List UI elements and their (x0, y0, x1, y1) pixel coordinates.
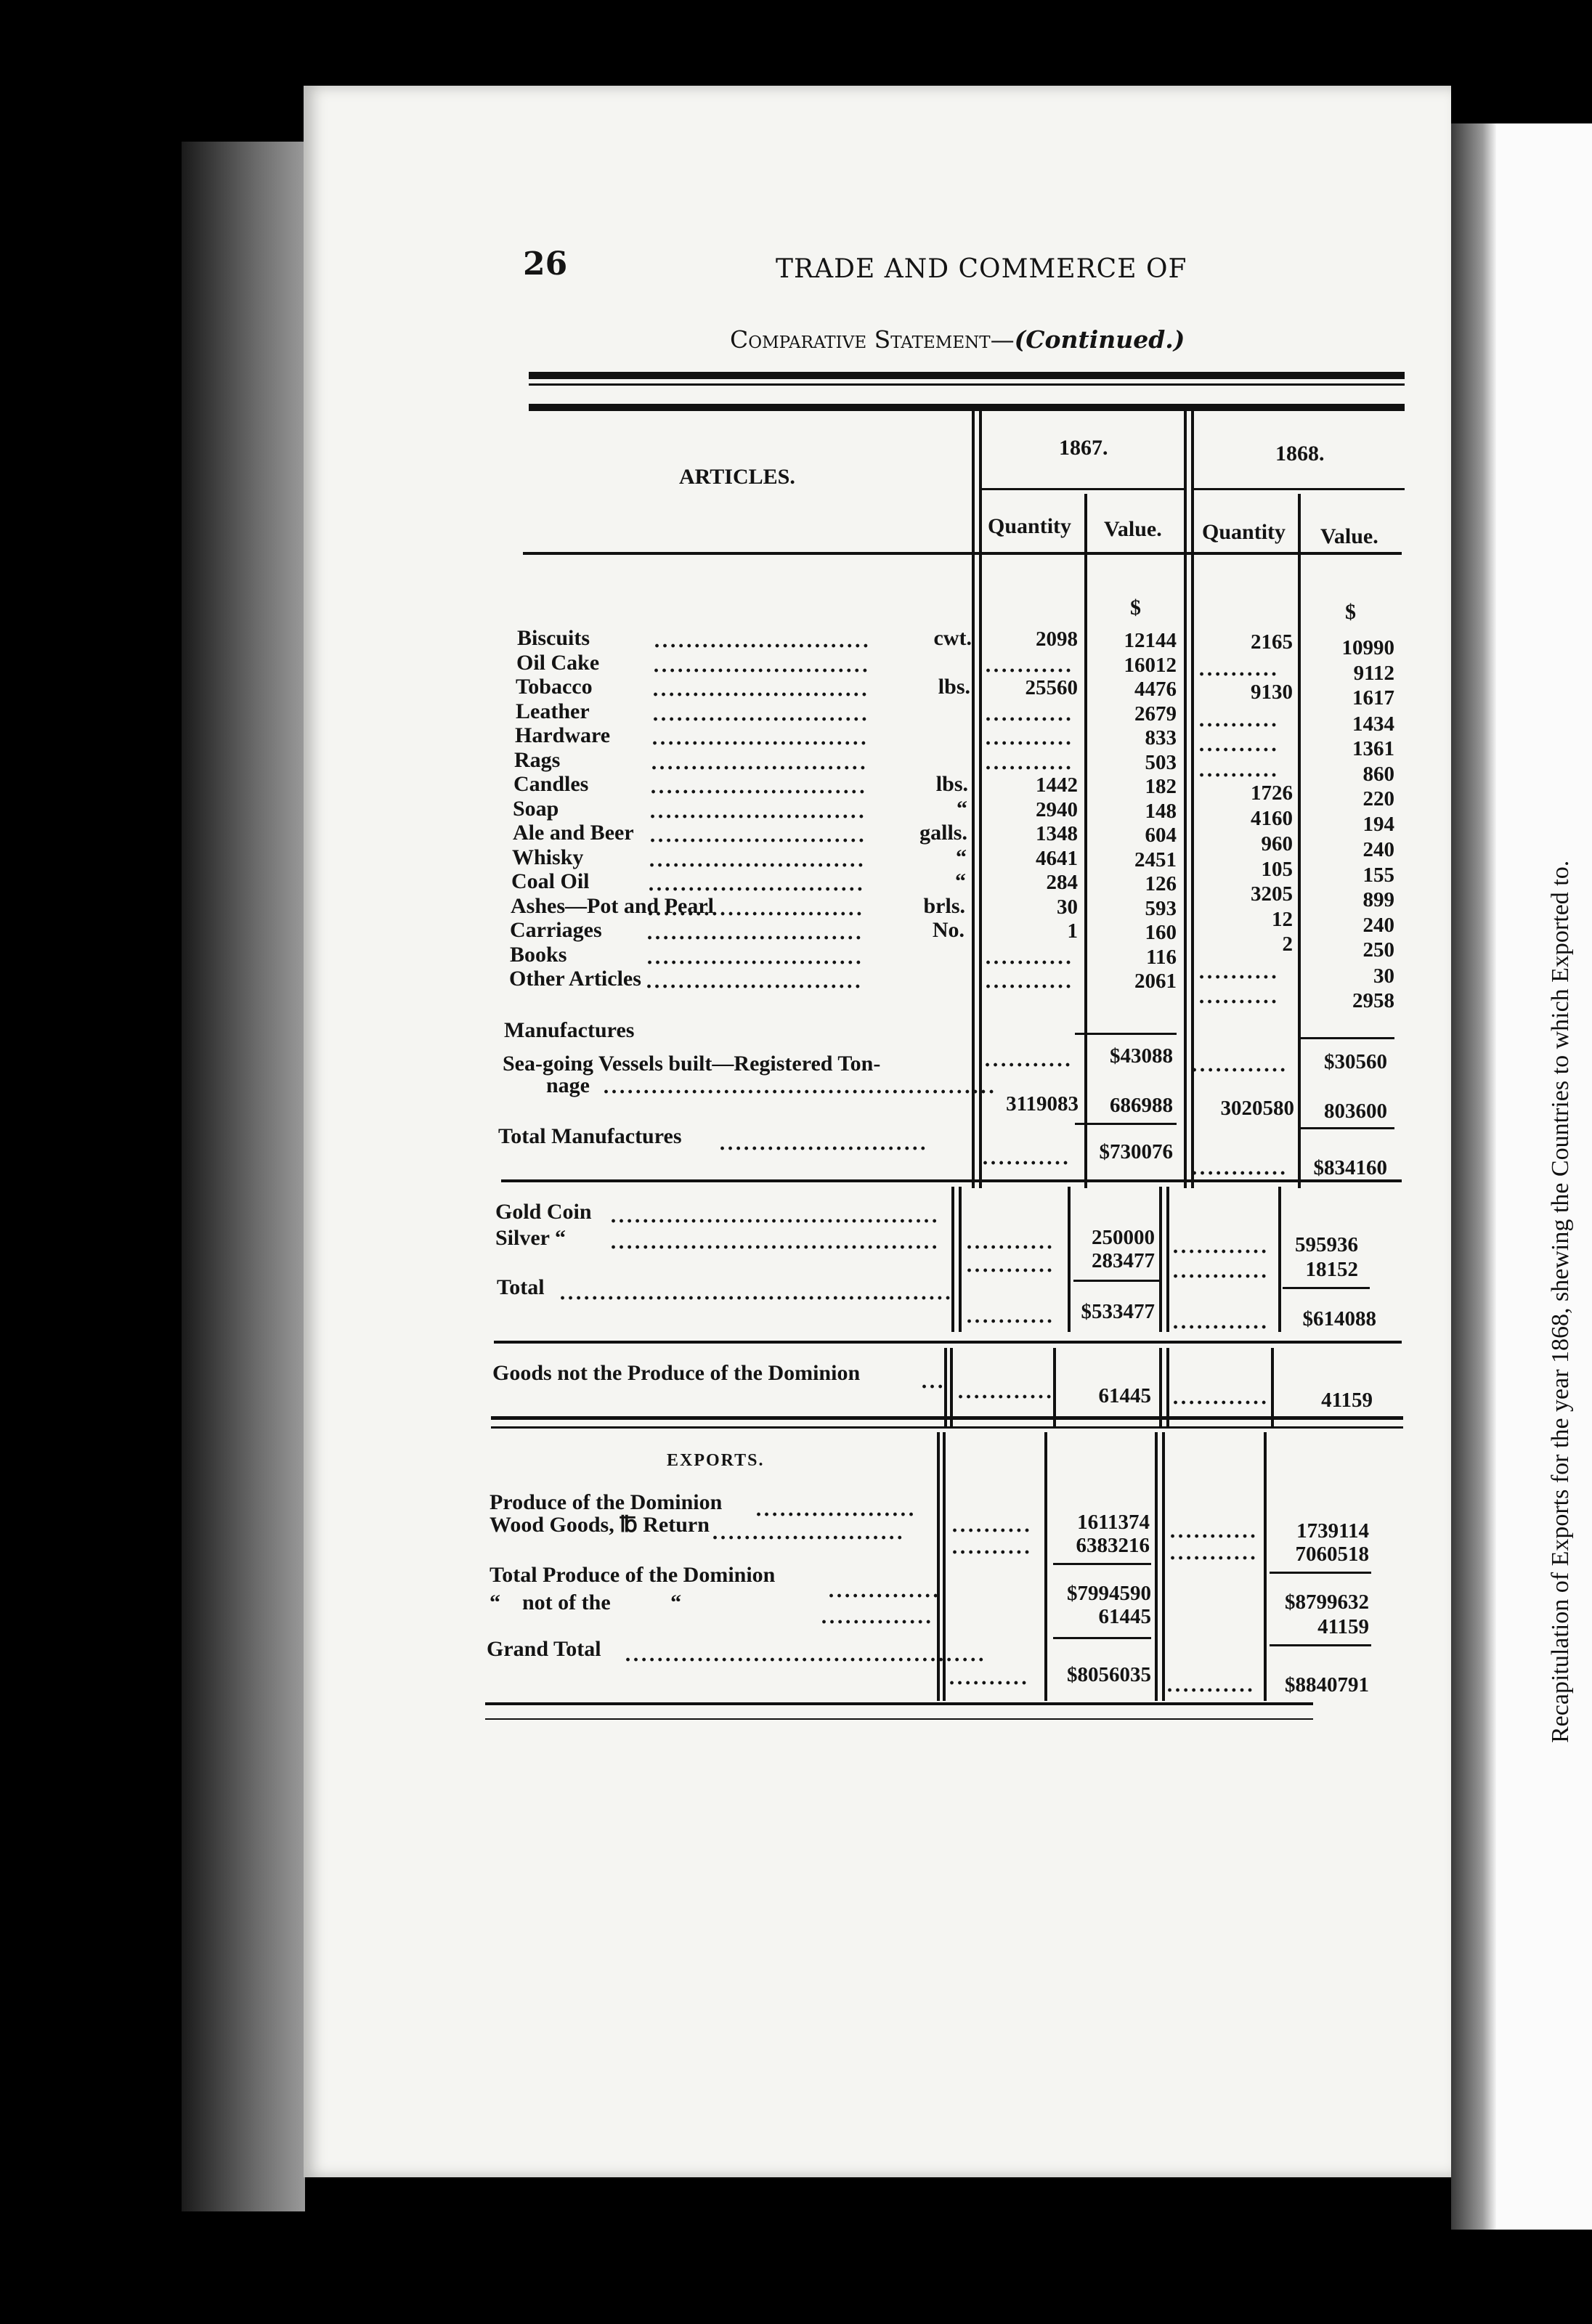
value-1867: 2061 (1134, 970, 1177, 993)
article-unit: galls. (919, 821, 967, 845)
article-label-dots: ........................... (647, 898, 864, 920)
quantity-1868-dots: .......... (1198, 734, 1279, 756)
total-manufactures-rule-1867 (1075, 1123, 1177, 1125)
quantity-1867: 30 (1057, 895, 1078, 919)
value-1868: 860 (1362, 763, 1394, 786)
article-label-dots: ........................... (646, 971, 863, 993)
total-manufactures-q67-dots: ........... (982, 1147, 1071, 1169)
wood-goods-label: Wood Goods, ℔ Return (490, 1513, 710, 1537)
goods-not-q67-dots: ............ (957, 1381, 1054, 1403)
grand-total-q67-dots: .......... (949, 1667, 1029, 1689)
value-1867: 2451 (1134, 848, 1177, 871)
coin-total-q67-dots: ........... (966, 1306, 1055, 1328)
coin-total-rule-1868 (1283, 1287, 1370, 1289)
manufactures-bottom-rule (501, 1179, 1402, 1182)
article-unit: “ (956, 845, 967, 869)
total-produce-rule-1868 (1270, 1572, 1371, 1574)
quantity-1868: 4160 (1251, 807, 1293, 830)
wood-goods-value-1868: 7060518 (1295, 1543, 1369, 1566)
articles-header: ARTICLES. (679, 465, 795, 489)
quantity-1867: 1 (1067, 919, 1078, 943)
silver-value-1868: 18152 (1305, 1258, 1358, 1281)
silver-value-1867: 283477 (1092, 1249, 1155, 1272)
silver-q68-dots: ............ (1172, 1261, 1269, 1283)
year-1868: 1868. (1275, 442, 1325, 466)
quantity-1867: 2940 (1036, 798, 1078, 821)
total-produce-dots: .............. (828, 1580, 941, 1602)
gold-coin-q67-dots: ........... (966, 1232, 1055, 1254)
quantity-1868: 2165 (1251, 630, 1293, 654)
article-unit: lbs. (938, 675, 970, 699)
book-page (304, 86, 1451, 2177)
gold-coin-dots: ......................................... (610, 1206, 940, 1227)
article-label: Leather (516, 699, 590, 723)
bottom-rule-2 (485, 1718, 1313, 1720)
total-produce-value-1867: $7994590 (1067, 1582, 1151, 1605)
wood-goods-q68-dots: ........... (1169, 1543, 1258, 1564)
wood-goods-q67-dots: .......... (951, 1537, 1032, 1559)
article-label: Biscuits (517, 626, 590, 650)
value-1868: 1434 (1352, 712, 1394, 736)
goods-bottom-rule-2 (491, 1426, 1403, 1429)
value-1867: 2679 (1134, 702, 1177, 726)
value-1867: 503 (1145, 751, 1177, 774)
value-1867: 182 (1145, 775, 1177, 798)
article-label-dots: ........................... (650, 776, 867, 798)
article-label: Other Articles (509, 967, 641, 991)
article-label: Ashes—Pot and Pearl (511, 894, 714, 918)
grand-total-label: Grand Total (487, 1637, 601, 1661)
coin-total-label: Total (497, 1275, 545, 1299)
value-1868: 250 (1362, 938, 1394, 962)
value-1867: 16012 (1124, 654, 1177, 677)
year-1867: 1867. (1059, 436, 1108, 460)
exports-divider-4 (1155, 1432, 1158, 1701)
exports-divider-6 (1264, 1432, 1267, 1701)
value-1867: 12144 (1124, 629, 1177, 652)
manufactures-rule-1867 (1075, 1033, 1177, 1035)
grand-total-dots: ............................................. (625, 1644, 986, 1666)
value-1868: 155 (1362, 864, 1394, 887)
silver-q67-dots: ........... (966, 1255, 1055, 1277)
subtitle-text: Comparative Statement— (730, 325, 1015, 354)
side-caption: Recapitulation of Exports for the year 1868, shewing the Countries to which Exported to. (1547, 860, 1574, 1743)
grand-total-value-1867: $8056035 (1067, 1663, 1151, 1686)
article-unit: “ (955, 869, 966, 893)
total-produce-value-1868: $8799632 (1285, 1590, 1369, 1614)
value-1867: 833 (1145, 726, 1177, 749)
quantity-1868: 1726 (1251, 781, 1293, 805)
vessels-label: Sea-going Vessels built—Registered Ton- (503, 1052, 881, 1076)
article-unit: No. (932, 918, 964, 942)
not-of-the-value-1867: 61445 (1098, 1605, 1151, 1628)
wood-goods-dots: ........................ (712, 1522, 905, 1544)
exports-header: EXPORTS. (667, 1451, 765, 1470)
article-label-dots: ........................... (646, 922, 864, 944)
goods-not-value-1867: 61445 (1098, 1384, 1151, 1407)
not-of-the-dots: .............. (821, 1606, 933, 1628)
value-1868: 2958 (1352, 989, 1394, 1012)
value-1868: 240 (1362, 914, 1394, 937)
top-double-rule (529, 372, 1405, 379)
coin-total-value-1868: $614088 (1302, 1307, 1376, 1330)
subtitle-continued: (Continued.) (1014, 325, 1185, 354)
manufactures-value-1867: $43088 (1110, 1044, 1173, 1068)
gold-coin-value-1867: 250000 (1092, 1226, 1155, 1249)
article-label: Whisky (512, 845, 584, 869)
coin-total-value-1867: $533477 (1081, 1300, 1155, 1323)
value-1868: 194 (1362, 813, 1394, 836)
col-divider-articles-b (979, 404, 982, 1188)
article-label-dots: ........................... (649, 801, 866, 823)
grand-total-rule-1867 (1053, 1637, 1151, 1639)
col-divider-q68 (1298, 494, 1301, 1188)
quantity-1867-dots: ........... (985, 704, 1073, 726)
article-label: Books (510, 943, 567, 967)
article-label-dots: ........................... (649, 850, 866, 871)
facing-page-shadow (1451, 123, 1496, 2230)
quantity-1868-dots: .......... (1198, 962, 1279, 983)
manufactures-value-1868: $30560 (1324, 1050, 1387, 1073)
article-label-dots: ........................... (651, 752, 868, 774)
article-label-dots: ........................... (653, 655, 870, 677)
value-1867: 160 (1145, 921, 1177, 944)
wood-goods-value-1867: 6383216 (1076, 1534, 1150, 1557)
quantity-1868: 960 (1261, 832, 1293, 856)
value-1868: 10990 (1341, 636, 1394, 659)
coin-divider-2 (959, 1187, 962, 1332)
total-manufactures-value-1867: $730076 (1099, 1140, 1173, 1163)
top-rule-lower (529, 404, 1405, 411)
quantity-1867-dots: ........... (985, 752, 1073, 774)
value-1867: 148 (1145, 800, 1177, 823)
total-produce-rule-1867 (1053, 1563, 1151, 1565)
manufactures-q67-dots: ........... (984, 1049, 1073, 1071)
grand-total-value-1868: $8840791 (1285, 1673, 1369, 1697)
article-label-dots: ........................... (646, 947, 864, 969)
value-1868: 9112 (1353, 662, 1394, 685)
article-unit: “ (957, 797, 967, 821)
value-1868: 1361 (1352, 737, 1394, 760)
produce-dots: .................... (755, 1499, 917, 1521)
exports-divider-3 (1044, 1432, 1047, 1701)
book-gutter (182, 142, 305, 2211)
coin-total-q68-dots: ............ (1172, 1312, 1269, 1333)
total-manufactures-q68-dots: ............ (1191, 1158, 1288, 1179)
coin-total-rule-1867 (1073, 1280, 1159, 1282)
vessels-label-dots: ................................................. (603, 1076, 996, 1098)
dollar-sign-1867: $ (1130, 596, 1141, 619)
goods-not-value-1868: 41159 (1321, 1389, 1373, 1412)
value-1868: 220 (1362, 787, 1394, 810)
article-label-dots: ........................... (648, 874, 865, 895)
value-1867: 4476 (1134, 678, 1177, 701)
quantity-1868-dots: .......... (1198, 760, 1279, 781)
quantity-1867-dots: ........... (985, 655, 1073, 677)
article-label-dots: ........................... (652, 679, 869, 701)
value-1868: 1617 (1352, 686, 1394, 710)
col-quantity-1868: Quantity (1202, 520, 1286, 544)
silver-label: Silver “ (495, 1226, 566, 1250)
goods-not-q68-dots: ............ (1172, 1387, 1269, 1409)
quantity-1868: 3205 (1251, 882, 1293, 906)
vessels-quantity-1868: 3020580 (1220, 1097, 1294, 1120)
not-of-the-label: “ not of the “ (490, 1590, 682, 1614)
dollar-sign-1868: $ (1345, 600, 1356, 624)
produce-value-1867: 1611374 (1077, 1511, 1150, 1534)
coin-divider-1 (951, 1187, 954, 1332)
quantity-1867: 4641 (1036, 847, 1078, 870)
value-1867: 593 (1145, 897, 1177, 920)
year-underline-1868 (1194, 488, 1405, 490)
quantity-1868-dots: .......... (1198, 710, 1279, 731)
produce-value-1868: 1739114 (1296, 1519, 1369, 1543)
value-1867: 126 (1145, 872, 1177, 895)
article-unit: lbs. (935, 772, 968, 796)
grand-total-q68-dots: ........... (1166, 1675, 1255, 1697)
quantity-1867: 1348 (1036, 822, 1078, 845)
produce-label: Produce of the Dominion (490, 1490, 723, 1514)
top-thin-rule (529, 383, 1405, 386)
vessels-label-line2: nage (546, 1073, 590, 1097)
article-label: Coal Oil (511, 869, 590, 893)
col-quantity-1867: Quantity (988, 514, 1072, 538)
exports-divider-5 (1162, 1432, 1165, 1701)
manufactures-rule-1868 (1300, 1037, 1394, 1039)
value-1868: 899 (1362, 888, 1394, 911)
article-label: Carriages (510, 918, 602, 942)
total-manufactures-dots: .......................... (719, 1133, 928, 1155)
manufactures-q68-dots: ............ (1191, 1055, 1288, 1076)
coin-divider-5 (1166, 1187, 1169, 1332)
silver-dots: ......................................... (610, 1232, 940, 1254)
gold-coin-value-1868: 595936 (1295, 1233, 1358, 1256)
article-label-dots: ........................... (654, 630, 871, 652)
total-manufactures-label: Total Manufactures (498, 1124, 682, 1148)
quantity-1867-dots: ........... (985, 971, 1073, 993)
bottom-rule (485, 1702, 1313, 1705)
total-produce-label: Total Produce of the Dominion (490, 1563, 776, 1587)
article-label: Tobacco (516, 675, 593, 699)
article-label: Soap (513, 797, 559, 821)
goods-not-produce-dots: ... (921, 1371, 946, 1393)
vessels-quantity-1867: 3119083 (1006, 1092, 1079, 1116)
article-label: Candles (513, 772, 589, 796)
total-manufactures-rule-1868 (1300, 1127, 1394, 1129)
not-of-the-value-1868: 41159 (1317, 1615, 1369, 1638)
article-label: Hardware (515, 723, 611, 747)
quantity-1867: 25560 (1025, 676, 1078, 699)
quantity-1867: 2098 (1036, 627, 1078, 651)
article-unit: cwt. (933, 626, 972, 650)
article-label: Rags (514, 748, 561, 772)
quantity-1867: 284 (1046, 871, 1078, 894)
quantity-1867-dots: ........... (985, 947, 1073, 969)
gold-coin-label: Gold Coin (495, 1200, 592, 1224)
table-subtitle (730, 325, 1185, 354)
coin-divider-4 (1159, 1187, 1162, 1332)
col-divider-q67 (1084, 494, 1087, 1188)
vessels-value-1868: 803600 (1324, 1100, 1387, 1123)
quantity-1868-dots: .......... (1198, 659, 1279, 680)
article-label-dots: ........................... (652, 704, 869, 726)
article-label-dots: ........................... (651, 728, 869, 749)
article-label-dots: ........................... (649, 825, 866, 847)
quantity-1867-dots: ........... (985, 728, 1073, 749)
article-label: Oil Cake (516, 651, 600, 675)
quantity-1868: 2 (1282, 933, 1293, 956)
produce-q68-dots: ........... (1169, 1521, 1258, 1543)
coin-total-dots: ................................................. (559, 1283, 953, 1304)
produce-q67-dots: .......... (951, 1515, 1032, 1537)
quantity-1867: 1442 (1036, 773, 1078, 797)
quantity-1868-dots: .......... (1198, 986, 1279, 1008)
value-1867: 604 (1145, 824, 1177, 847)
goods-bottom-rule (491, 1416, 1403, 1420)
quantity-1868: 9130 (1251, 680, 1293, 704)
grand-total-rule-1868 (1270, 1644, 1371, 1646)
coin-bottom-rule (494, 1341, 1402, 1344)
manufactures-label: Manufactures (504, 1018, 635, 1042)
col-divider-articles (972, 404, 975, 1188)
value-1867: 116 (1146, 946, 1177, 969)
article-label: Ale and Beer (513, 821, 634, 845)
running-head: TRADE AND COMMERCE OF (776, 254, 1187, 284)
value-1868: 240 (1362, 838, 1394, 861)
col-divider-1867 (1184, 404, 1187, 1188)
col-value-1867: Value. (1104, 517, 1162, 541)
vessels-value-1867: 686988 (1110, 1094, 1173, 1117)
quantity-1868: 105 (1261, 858, 1293, 881)
article-unit: brls. (923, 894, 965, 918)
gold-coin-q68-dots: ............ (1172, 1236, 1269, 1258)
year-underline-1867 (982, 488, 1184, 490)
goods-not-produce-label: Goods not the Produce of the Dominion (492, 1361, 861, 1385)
quantity-1868: 12 (1272, 908, 1293, 931)
value-1868: 30 (1373, 964, 1394, 988)
col-value-1868: Value. (1320, 524, 1378, 548)
page-number: 26 (523, 245, 568, 283)
total-manufactures-value-1868: $834160 (1313, 1156, 1387, 1179)
header-bottom-rule (523, 552, 1402, 555)
